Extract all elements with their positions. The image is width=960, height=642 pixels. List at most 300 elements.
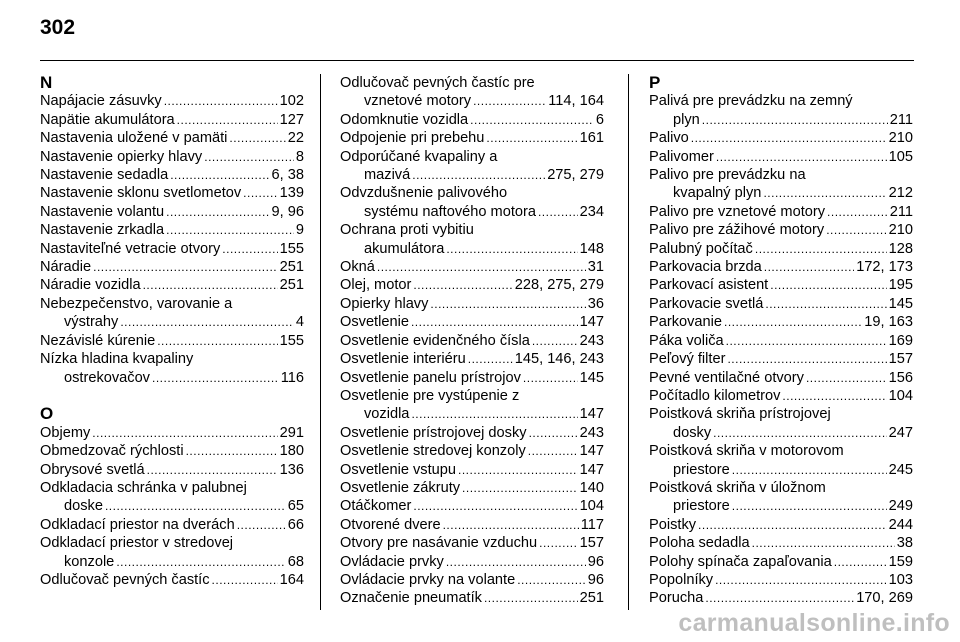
entry-line xyxy=(40,350,304,368)
dot-leader xyxy=(147,461,278,479)
column-divider-2 xyxy=(628,74,629,610)
page-reference: 104 xyxy=(888,387,913,404)
entry-line xyxy=(649,129,913,147)
page-reference: 156 xyxy=(888,369,913,386)
page-reference: 211 xyxy=(889,203,913,220)
entry-text: Páka voliča xyxy=(649,332,724,349)
entry-text: Osvetlenie evidenčného čísla xyxy=(340,332,530,349)
index-entry xyxy=(649,589,913,607)
dot-leader xyxy=(486,129,577,147)
page-reference: 157 xyxy=(579,535,604,552)
entry-line xyxy=(649,258,913,276)
page-reference: 145 xyxy=(888,295,913,312)
page-reference: 66 xyxy=(287,516,304,533)
entry-text: Opierky hlavy xyxy=(340,295,429,312)
entry-text: konzole xyxy=(64,553,115,570)
entry-line xyxy=(649,240,913,258)
dot-leader xyxy=(446,553,586,571)
dot-leader xyxy=(473,92,546,110)
page-reference: 234 xyxy=(579,203,604,220)
dot-leader xyxy=(166,203,269,221)
dot-leader xyxy=(727,350,886,368)
page-reference: 291 xyxy=(279,424,304,441)
dot-leader xyxy=(752,534,895,552)
entry-line xyxy=(340,553,604,571)
index-entry xyxy=(649,240,913,258)
entry-line xyxy=(340,442,604,460)
entry-line xyxy=(649,516,913,534)
entry-line xyxy=(340,276,604,294)
entry-line xyxy=(40,516,304,534)
page-reference: 161 xyxy=(579,130,604,147)
entry-text: akumulátora xyxy=(364,240,445,257)
entry-text: Parkovacia brzda xyxy=(649,259,762,276)
entry-line xyxy=(40,184,304,202)
dot-leader xyxy=(826,221,886,239)
index-entry xyxy=(340,424,604,442)
entry-text: Popolníky xyxy=(649,571,714,588)
dot-leader xyxy=(92,424,277,442)
index-entry xyxy=(649,553,913,571)
page-reference: 127 xyxy=(279,111,304,128)
entry-line xyxy=(340,111,604,129)
page-reference: 251 xyxy=(279,259,304,276)
index-entry xyxy=(340,571,604,589)
dot-leader xyxy=(691,129,887,147)
page-reference: 249 xyxy=(888,498,913,515)
entry-text: doske xyxy=(64,498,103,515)
index-entry xyxy=(40,111,304,129)
entry-line xyxy=(340,424,604,442)
watermark: carmanualsonline.info xyxy=(678,609,950,637)
entry-line xyxy=(40,129,304,147)
entry-line xyxy=(40,258,304,276)
section-letter: P xyxy=(649,73,661,92)
index-entry xyxy=(340,350,604,368)
index-entry xyxy=(340,553,604,571)
entry-line xyxy=(649,553,913,571)
page-reference: 195 xyxy=(888,277,913,294)
entry-line xyxy=(649,387,913,405)
page-reference: 117 xyxy=(580,516,604,533)
entry-line xyxy=(649,405,913,423)
dot-leader xyxy=(413,497,577,515)
dot-leader xyxy=(229,129,285,147)
page-reference: 105 xyxy=(888,148,913,165)
dot-leader xyxy=(212,571,278,589)
page-reference: 147 xyxy=(579,443,604,460)
entry-text: Náradie xyxy=(40,259,92,276)
entry-text: Nebezpečenstvo, varovanie a xyxy=(40,295,233,312)
page-reference: 211 xyxy=(889,111,913,128)
page-reference: 8 xyxy=(295,148,304,165)
page-reference: 68 xyxy=(287,553,304,570)
index-entry xyxy=(340,111,604,129)
dot-leader xyxy=(413,276,512,294)
index-entry xyxy=(340,129,604,147)
index-entry xyxy=(40,571,304,589)
entry-text: výstrahy xyxy=(64,314,119,331)
dot-leader xyxy=(446,240,577,258)
page-reference: 245 xyxy=(888,461,913,478)
dot-leader xyxy=(484,589,578,607)
entry-line xyxy=(649,111,913,129)
index-entry xyxy=(40,516,304,534)
page-reference: 19, 163 xyxy=(864,314,913,331)
index-entry xyxy=(40,240,304,258)
entry-line xyxy=(649,534,913,552)
index-entry xyxy=(40,203,304,221)
entry-text: Otvorené dvere xyxy=(340,516,441,533)
section-letter: N xyxy=(40,73,53,92)
page-reference: 148 xyxy=(579,240,604,257)
index-entry xyxy=(340,387,604,424)
page-reference: 22 xyxy=(287,130,304,147)
header-rule xyxy=(40,60,914,61)
entry-text: Otáčkomer xyxy=(340,498,412,515)
entry-text: Parkovacie svetlá xyxy=(649,295,764,312)
page-reference: 155 xyxy=(279,240,304,257)
entry-text: Odkladací priestor na dverách xyxy=(40,516,235,533)
dot-leader xyxy=(166,221,294,239)
entry-line xyxy=(40,571,304,589)
entry-text: Olej, motor xyxy=(340,277,412,294)
entry-text: Odpojenie pri prebehu xyxy=(340,130,485,147)
page-reference: 102 xyxy=(279,93,304,110)
entry-line xyxy=(40,534,304,552)
entry-line xyxy=(40,442,304,460)
entry-text: ostrekovačov xyxy=(64,369,150,386)
index-entry xyxy=(340,148,604,185)
column-divider-1 xyxy=(320,74,321,610)
index-entry xyxy=(649,350,913,368)
entry-text: Ochrana proti vybitiu xyxy=(340,222,474,239)
dot-leader xyxy=(782,387,886,405)
index-entry xyxy=(40,332,304,350)
page-reference: 170, 269 xyxy=(856,590,913,607)
index-entry xyxy=(340,313,604,331)
page-reference: 96 xyxy=(587,571,604,588)
dot-leader xyxy=(726,332,887,350)
entry-line xyxy=(649,424,913,442)
dot-leader xyxy=(529,424,578,442)
index-entry xyxy=(40,276,304,294)
dot-leader xyxy=(538,203,578,221)
entry-line xyxy=(340,571,604,589)
entry-line xyxy=(40,276,304,294)
page-reference: 155 xyxy=(279,332,304,349)
entry-line xyxy=(340,313,604,331)
page-reference: 140 xyxy=(579,479,604,496)
entry-text: Náradie vozidla xyxy=(40,277,141,294)
entry-text: systému naftového motora xyxy=(364,203,536,220)
page-number: 302 xyxy=(40,16,76,39)
entry-line xyxy=(340,589,604,607)
dot-leader xyxy=(105,497,286,515)
index-entry xyxy=(40,184,304,202)
dot-leader xyxy=(152,369,279,387)
entry-line xyxy=(649,479,913,497)
entry-text: Poistková skriňa v motorovom xyxy=(649,443,844,460)
entry-line xyxy=(40,369,304,387)
index-column-1 xyxy=(40,74,304,589)
page-reference: 172, 173 xyxy=(856,259,913,276)
page-reference: 164 xyxy=(279,571,304,588)
dot-leader xyxy=(755,240,887,258)
dot-leader xyxy=(716,148,887,166)
entry-text: Nastavenie volantu xyxy=(40,203,165,220)
dot-leader xyxy=(532,332,578,350)
entry-text: Nastavenia uložené v pamäti xyxy=(40,130,228,147)
dot-leader xyxy=(116,553,285,571)
entry-line xyxy=(649,571,913,589)
index-entry xyxy=(40,92,304,110)
index-entry xyxy=(649,442,913,479)
entry-text: Objemy xyxy=(40,424,91,441)
index-entry xyxy=(40,442,304,460)
index-entry xyxy=(340,258,604,276)
index-entry xyxy=(40,479,304,516)
dot-leader xyxy=(523,369,578,387)
index-entry xyxy=(340,461,604,479)
page-reference: 247 xyxy=(888,424,913,441)
page-reference: 136 xyxy=(279,461,304,478)
index-entry xyxy=(340,184,604,221)
entry-text: Napájacie zásuvky xyxy=(40,93,162,110)
entry-text: Palivo pre prevádzku na xyxy=(649,167,806,184)
index-entry xyxy=(340,332,604,350)
entry-line xyxy=(40,553,304,571)
entry-text: Odlučovač pevných častíc pre xyxy=(340,75,535,91)
index-entry xyxy=(649,313,913,331)
dot-leader xyxy=(470,111,594,129)
entry-text: Ovládacie prvky na volante xyxy=(340,571,516,588)
index-entry xyxy=(649,387,913,405)
section-gap xyxy=(40,387,304,405)
entry-text: Nastavenie sedadla xyxy=(40,167,169,184)
page-reference: 38 xyxy=(896,535,913,552)
entry-text: Osvetlenie pre vystúpenie z xyxy=(340,387,520,404)
page-reference: 114, 164 xyxy=(548,93,604,110)
index-entry xyxy=(40,148,304,166)
entry-text: Osvetlenie zákruty xyxy=(340,479,461,496)
entry-text: Počítadlo kilometrov xyxy=(649,387,781,404)
index-entry xyxy=(340,589,604,607)
dot-leader xyxy=(732,461,887,479)
entry-text: Obmedzovač rýchlosti xyxy=(40,443,184,460)
dot-leader xyxy=(93,258,278,276)
dot-leader xyxy=(377,258,586,276)
page-reference: 145, 146, 243 xyxy=(514,351,604,368)
entry-text: Parkovanie xyxy=(649,314,723,331)
dot-leader xyxy=(539,534,578,552)
index-entry xyxy=(40,221,304,239)
entry-text: Označenie pneumatík xyxy=(340,590,482,607)
page-reference: 147 xyxy=(579,314,604,331)
entry-line xyxy=(40,240,304,258)
entry-text: Palivo pre zážihové motory xyxy=(649,222,825,239)
index-entry xyxy=(649,295,913,313)
index-entry xyxy=(40,424,304,442)
index-column-2 xyxy=(340,74,604,608)
entry-text: Nastavenie opierky hlavy xyxy=(40,148,203,165)
entry-line xyxy=(649,442,913,460)
section-letter: O xyxy=(40,404,54,424)
entry-text: priestore xyxy=(673,498,730,515)
entry-line xyxy=(40,461,304,479)
entry-text: Palivá pre prevádzku na zemný xyxy=(649,93,853,110)
entry-text: Odomknutie vozidla xyxy=(340,111,469,128)
index-entry xyxy=(649,148,913,166)
entry-text: Peľový filter xyxy=(649,351,726,368)
dot-leader xyxy=(143,276,278,294)
entry-text: Osvetlenie prístrojovej dosky xyxy=(340,424,527,441)
page-reference: 251 xyxy=(579,590,604,607)
entry-line xyxy=(340,240,604,258)
entry-line xyxy=(649,92,913,110)
dot-leader xyxy=(157,332,277,350)
page-reference: 243 xyxy=(579,332,604,349)
entry-line xyxy=(340,516,604,534)
dot-leader xyxy=(164,92,278,110)
index-entry xyxy=(40,258,304,276)
entry-line xyxy=(649,203,913,221)
page-reference: 169 xyxy=(888,332,913,349)
index-entry xyxy=(40,166,304,184)
index-entry xyxy=(649,571,913,589)
entry-text: plyn xyxy=(673,111,700,128)
index-entry xyxy=(649,166,913,203)
dot-leader xyxy=(705,589,854,607)
entry-line xyxy=(340,405,604,423)
page-reference: 251 xyxy=(279,277,304,294)
entry-text: Ovládacie prvky xyxy=(340,553,444,570)
index-entry xyxy=(340,516,604,534)
entry-text: Osvetlenie vstupu xyxy=(340,461,457,478)
entry-line xyxy=(340,369,604,387)
entry-line xyxy=(649,148,913,166)
entry-line xyxy=(40,166,304,184)
entry-line xyxy=(40,497,304,515)
index-entry xyxy=(340,534,604,552)
dot-leader xyxy=(462,479,578,497)
entry-line xyxy=(40,295,304,313)
dot-leader xyxy=(732,497,887,515)
page-reference: 36 xyxy=(587,295,604,312)
entry-line xyxy=(649,461,913,479)
entry-line xyxy=(40,203,304,221)
index-entry xyxy=(40,350,304,387)
dot-leader xyxy=(243,184,277,202)
page-reference: 139 xyxy=(279,185,304,202)
dot-leader xyxy=(430,295,585,313)
page-reference: 65 xyxy=(287,498,304,515)
entry-text: mazivá xyxy=(364,167,411,184)
entry-line xyxy=(649,332,913,350)
entry-line xyxy=(40,92,304,110)
index-entry xyxy=(340,221,604,258)
page-reference: 103 xyxy=(888,571,913,588)
entry-line xyxy=(340,74,604,92)
entry-line xyxy=(649,184,913,202)
page-reference: 159 xyxy=(888,553,913,570)
entry-text: Palivo pre vznetové motory xyxy=(649,203,826,220)
page-reference: 147 xyxy=(579,461,604,478)
index-entry xyxy=(340,497,604,515)
entry-line xyxy=(40,148,304,166)
entry-text: Poloha sedadla xyxy=(649,535,750,552)
entry-text: Nízka hladina kvapaliny xyxy=(40,351,194,368)
index-entry xyxy=(40,295,304,332)
dot-leader xyxy=(170,166,269,184)
index-column-3 xyxy=(649,74,913,608)
dot-leader xyxy=(120,313,294,331)
entry-text: Osvetlenie interiéru xyxy=(340,351,466,368)
entry-text: Nastavenie zrkadla xyxy=(40,222,165,239)
index-entry xyxy=(40,534,304,571)
page-reference: 275, 279 xyxy=(547,167,604,184)
entry-text: Nezávislé kúrenie xyxy=(40,332,156,349)
index-entry xyxy=(40,129,304,147)
entry-line xyxy=(340,166,604,184)
entry-text: Nastavenie sklonu svetlometov xyxy=(40,185,242,202)
entry-line xyxy=(340,534,604,552)
page-reference: 9, 96 xyxy=(271,203,304,220)
entry-line xyxy=(649,369,913,387)
dot-leader xyxy=(834,553,887,571)
dot-leader xyxy=(411,313,578,331)
entry-line xyxy=(340,148,604,166)
entry-text: Pevné ventilačné otvory xyxy=(649,369,804,386)
index-entry xyxy=(340,276,604,294)
page-reference: 6 xyxy=(595,111,604,128)
index-entry xyxy=(340,369,604,387)
dot-leader xyxy=(186,442,278,460)
entry-text: Osvetlenie stredovej konzoly xyxy=(340,443,526,460)
index-entry xyxy=(340,442,604,460)
entry-line xyxy=(649,166,913,184)
page-reference: 210 xyxy=(888,130,913,147)
dot-leader xyxy=(765,295,886,313)
dot-leader xyxy=(204,148,294,166)
entry-text: Osvetlenie panelu prístrojov xyxy=(340,369,521,386)
dot-leader xyxy=(770,276,886,294)
index-entry xyxy=(340,295,604,313)
entry-line xyxy=(340,129,604,147)
entry-text: Palivo xyxy=(649,130,689,147)
dot-leader xyxy=(827,203,888,221)
entry-text: priestore xyxy=(673,461,730,478)
entry-text: Porucha xyxy=(649,590,704,607)
dot-leader xyxy=(177,111,278,129)
dot-leader xyxy=(528,442,578,460)
entry-text: Polohy spínača zapaľovania xyxy=(649,553,832,570)
index-entry xyxy=(649,129,913,147)
page-reference: 157 xyxy=(888,351,913,368)
index-entry xyxy=(649,534,913,552)
entry-line xyxy=(40,332,304,350)
entry-line xyxy=(40,111,304,129)
index-entry xyxy=(340,479,604,497)
page-reference: 31 xyxy=(587,259,604,276)
entry-text: Poistková skriňa v úložnom xyxy=(649,479,826,496)
page-reference: 4 xyxy=(295,314,304,331)
entry-line xyxy=(340,221,604,239)
dot-leader xyxy=(702,111,888,129)
entry-line xyxy=(340,461,604,479)
index-entry xyxy=(649,479,913,516)
page-reference: 9 xyxy=(295,222,304,239)
